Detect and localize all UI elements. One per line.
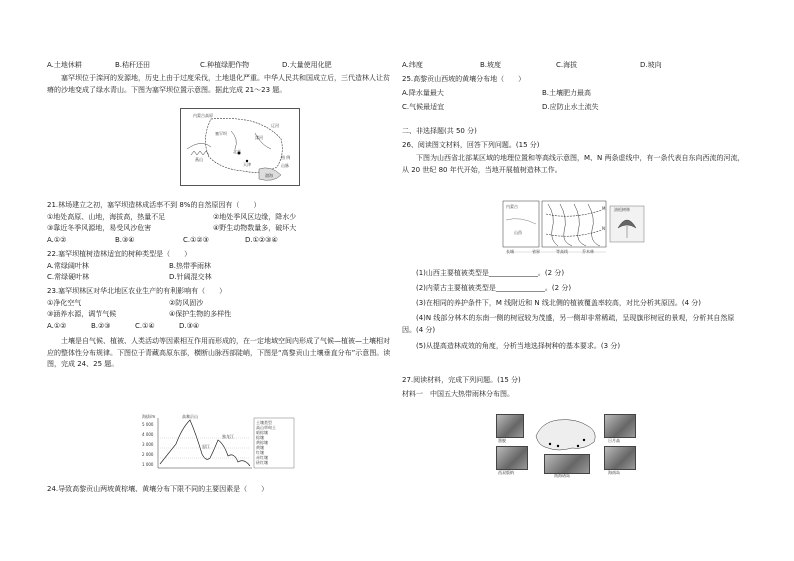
caption-hainan: 海南岛	[608, 470, 620, 475]
contour-legend-border: 省界	[532, 249, 540, 254]
q26-intro: 下图为山西省北部某区域的地理位置和等高线示意图，M、N 两条虚线中，有一条代表自东向西流的河流，从 20 世纪 80 年代开始，当地开展植树造林工作。	[402, 154, 745, 174]
soil-ylabel: 海拔/m	[142, 414, 156, 419]
q24-option-a: A.纬度	[402, 61, 423, 69]
saihanba-map	[180, 108, 300, 186]
q27-stem: 27.阅读材料，完成下列问题。(15 分)	[402, 376, 521, 384]
q21-item-2: ②地处季风区边缘，降水少	[213, 213, 297, 221]
contour-legend-contour: 等高线	[556, 249, 568, 254]
q20-option-c: C.种植绿肥作物	[200, 61, 250, 69]
contour-figure	[502, 200, 646, 256]
soil-legend-7: 赤红壤	[256, 455, 268, 460]
soil-peak-label-1: 高黎贡山	[182, 414, 198, 419]
photo-xishuangbanna	[496, 446, 528, 470]
q26-sub-2: (2)内蒙古主要植被类型是______________。(2 分)	[416, 284, 572, 292]
soil-ytick-3: 2 000	[142, 452, 154, 457]
q21-option-d: D.①②③④	[245, 236, 278, 244]
q21-option-a: A.①②	[47, 236, 67, 244]
q23-item-3: ③涵养水源，调节气候	[47, 310, 117, 318]
q21-item-4: ④野生动物数量多，破坏大	[213, 224, 297, 232]
q23-items-row2	[47, 309, 392, 319]
soil-peak-label-3: 独龙江	[222, 434, 234, 439]
map-legend-title: 图 例	[281, 155, 291, 160]
q23-item-4: ④保护生物的多样性	[169, 310, 232, 318]
soil-legend-8: 砖红壤	[256, 460, 268, 465]
photo-motuo	[496, 414, 524, 438]
photo-riyuegao	[604, 414, 636, 438]
q25-option-a: A.降水量最大	[402, 89, 444, 97]
q25-option-c: C.气候最适宜	[402, 103, 445, 111]
soil-chart-svg	[142, 414, 296, 472]
q21-item-3: ③靠近冬季风源地，易受风沙危害	[47, 224, 152, 232]
photo-hainan	[604, 446, 636, 470]
q26-sub-1: (1)山西主要植被类型是______________。(2 分)	[416, 269, 565, 277]
soil-legend-2: 暗棕壤	[256, 430, 268, 435]
q21-block	[47, 200, 392, 371]
caption-riyuegao: 日月高	[608, 438, 620, 443]
q21-item-1: ①地处高原、山地，海拔高，热量不足	[47, 213, 166, 221]
soil-chart	[142, 414, 296, 472]
q20-option-d: D.大量使用化肥	[282, 61, 332, 69]
q21-stem: 21.林场建立之初，塞罕坝造林成活率不到 8%的自然原因有（ ）	[47, 201, 261, 209]
q21-items-row2	[47, 223, 392, 233]
photo-nanhai	[544, 454, 590, 474]
soil-peak-label-2: 怒江	[202, 444, 210, 449]
q23-option-d: D.③④	[179, 322, 200, 330]
soil-ytick-2: 3 000	[142, 442, 154, 447]
contour-label-shanxi: 山西	[514, 230, 522, 235]
q25-options-row2	[402, 102, 747, 112]
contour-photo-caption: 油松树林	[614, 207, 630, 212]
q24-option-d: D.坡向	[640, 61, 662, 69]
q21-option-c: C.①②③	[183, 236, 209, 244]
q21-items-row1	[47, 212, 392, 222]
map-label-yanshan: 燕山	[195, 157, 203, 162]
soil-legend-6: 红壤	[256, 450, 264, 455]
q26-sub-4: (4)N 线部分林木的东南一侧的树冠较为茂盛，另一侧却非常稀疏，呈现旗形树冠的景观，分析其自然原因。(4 分)	[402, 314, 735, 334]
soil-ytick-0: 5 000	[142, 422, 154, 427]
intro-saihanba: 塞罕坝位于滦河的发源地，历史上由于过度采伐，土地退化严重。中华人民共和国成立后，三代造林人让贫瘠的沙地变成了绿水青山。下图为塞罕坝位置示意图。据此完成 21～23 题。	[47, 74, 390, 94]
q23-items-row1	[47, 298, 392, 308]
q26-sub-5: (5)从提高造林成效的角度，分析当地选择树种的基本要求。(3 分)	[416, 342, 621, 350]
q24-option-b: B.坡度	[480, 61, 502, 69]
q22-option-d: D.针阔混交林	[169, 273, 212, 281]
contour-label-m: M	[602, 206, 606, 211]
intro-soil: 土壤是自气候、植被、人类活动等因素相互作用而形成的，在一定地域空间内形成了气候—植被—土壤相对应的整体性分布规律。下图位于青藏高原东部，横断山脉西部陡峭，下图是“高黎贡山土壤垂直分布”示意图。读图，完成 24、25 题。	[47, 337, 391, 368]
soil-legend-4: 黄棕壤	[256, 440, 268, 445]
q23-stem: 23.塞罕坝林区对华北地区农业生产的有利影响有（ ）	[47, 287, 227, 295]
q24-option-c: C.海拔	[556, 61, 578, 69]
map-label-luanhe: 滦河	[255, 135, 263, 140]
q23-option-c: C.①④	[135, 322, 155, 330]
china-outline-svg	[528, 416, 602, 456]
q23-option-a: A.①②	[47, 322, 67, 330]
q23-item-1: ①净化空气	[47, 299, 82, 307]
caption-xishuangbanna: 西双版纳	[498, 470, 514, 475]
q22-option-c: C.常绿硬叶林	[47, 273, 90, 281]
q21-option-b: B.③④	[115, 236, 135, 244]
rainforest-figure	[496, 414, 640, 478]
q26-sub-3: (3)在相同的养护条件下，M 线附近和 N 线北侧的植被覆盖率较高，对比分析其原因。(4 分)	[416, 299, 702, 307]
map-legend-item: 山脉	[281, 163, 289, 168]
map-label-plateau: 内蒙古高原	[193, 113, 213, 118]
q24-options	[402, 60, 747, 70]
q25-option-d: D.应防止水土流失	[542, 103, 599, 111]
soil-ytick-4: 1 000	[142, 462, 154, 467]
q20-options	[47, 60, 392, 70]
contour-legend-forest: 乔木林	[582, 249, 594, 254]
q21-options	[47, 235, 392, 245]
q23-options	[47, 321, 392, 331]
map-label-tianjin: 天津	[243, 162, 251, 167]
soil-ytick-1: 4 000	[142, 432, 154, 437]
q26-subquestions	[402, 268, 747, 399]
map-label-bohai: 渤海	[265, 173, 273, 178]
q27-material: 材料一 中国五大热带雨林分布图。	[402, 390, 514, 398]
q20-option-b: B.秸秆还田	[115, 61, 151, 69]
q22-options-row1	[47, 261, 392, 271]
q22-stem: 22.塞罕坝植树造林适宜的树种类型是（ ）	[47, 250, 192, 258]
map-label-beijing: 北京	[233, 149, 241, 154]
section-2-heading: 二、非选择题(共 50 分)	[402, 127, 477, 135]
left-column	[47, 60, 392, 493]
contour-label-neimenggu: 内蒙古	[506, 204, 518, 209]
caption-motuo: 墨脱	[498, 438, 506, 443]
q22-option-a: A.常绿阔叶林	[47, 262, 89, 270]
contour-label-n: N	[602, 226, 605, 231]
soil-legend-1: 高山草甸土	[256, 425, 276, 430]
q24-stem: 24.导致高黎贡山两坡黄棕壤、黄壤分布下限不同的主要因素是（ ）	[47, 485, 269, 493]
soil-legend-5: 黄壤	[256, 445, 264, 450]
q26-stem: 26、阅读图文材料，回答下列问题。(15 分)	[402, 141, 540, 149]
q23-item-2: ②防风固沙	[169, 299, 204, 307]
map-label-saihanba: 塞罕坝	[215, 131, 227, 136]
soil-legend-title: 土壤类型	[256, 420, 272, 425]
q22-option-b: B.热带季雨林	[169, 262, 212, 270]
q25-stem: 25.高黎贡山西坡的黄壤分布地（ ）	[402, 75, 526, 83]
q23-option-b: B.②③	[91, 322, 111, 330]
caption-nanhai: 南海诸岛	[554, 473, 570, 478]
soil-legend-3: 棕壤	[256, 435, 264, 440]
q25-options-row1	[402, 88, 747, 98]
q25-option-b: B.土壤肥力最高	[542, 89, 592, 97]
contour-legend-wall: 长城	[506, 249, 514, 254]
q22-options-row2	[47, 272, 392, 282]
map-label-liaohe: 辽河	[271, 123, 279, 128]
saihanba-map-svg	[181, 109, 299, 185]
right-column	[402, 60, 747, 478]
q20-option-a: A.土地休耕	[47, 61, 82, 69]
